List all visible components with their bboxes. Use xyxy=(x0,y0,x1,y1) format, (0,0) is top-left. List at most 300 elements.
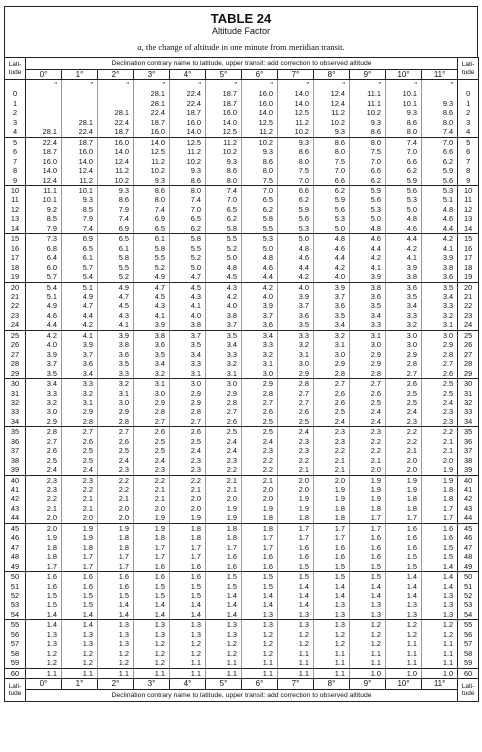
declination-column-header: 0° xyxy=(26,70,62,80)
table-row xyxy=(5,582,479,591)
altitude-factor-cell: 5.6 xyxy=(278,214,314,223)
altitude-factor-cell: 4.1 xyxy=(98,320,134,330)
altitude-factor-cell: 1.7 xyxy=(26,562,62,572)
table-column-header xyxy=(5,58,479,80)
altitude-factor-cell: 1.8 xyxy=(386,504,422,513)
unit-mark: " xyxy=(242,80,278,90)
altitude-factor-cell: 5.9 xyxy=(386,176,422,186)
altitude-factor-cell: 4.3 xyxy=(170,292,206,301)
altitude-factor-cell: 1.1 xyxy=(422,658,458,668)
altitude-factor-cell: 3.6 xyxy=(62,359,98,368)
altitude-factor-cell: 8.0 xyxy=(314,147,350,156)
altitude-factor-cell: 3.0 xyxy=(170,379,206,389)
altitude-factor-cell: 28.1 xyxy=(62,118,98,127)
altitude-factor-cell: 3.4 xyxy=(386,301,422,310)
altitude-factor-cell: 4.8 xyxy=(314,234,350,244)
altitude-factor-cell: 1.3 xyxy=(386,600,422,609)
latitude-cell: 56 xyxy=(458,630,479,639)
altitude-factor-cell: 2.3 xyxy=(350,427,386,437)
altitude-factor-cell: 1.8 xyxy=(170,523,206,533)
altitude-factor-cell: 2.0 xyxy=(26,513,62,523)
altitude-factor-cell: 1.8 xyxy=(206,533,242,542)
altitude-factor-cell: 1.3 xyxy=(350,600,386,609)
altitude-factor-cell: 2.7 xyxy=(350,379,386,389)
latitude-header-left: Lati- tude xyxy=(5,58,26,80)
altitude-factor-cell: 1.5 xyxy=(386,562,422,572)
table-row xyxy=(5,282,479,292)
altitude-factor-cell: 22.4 xyxy=(26,137,62,147)
altitude-factor-cell: 1.9 xyxy=(422,475,458,485)
altitude-factor-cell: 1.3 xyxy=(314,600,350,609)
altitude-factor-cell: 1.4 xyxy=(386,582,422,591)
declination-column-header: 11° xyxy=(422,70,458,80)
altitude-factor-cell: 2.7 xyxy=(134,417,170,427)
altitude-factor-cell: 5.6 xyxy=(314,205,350,214)
latitude-cell: 59 xyxy=(458,658,479,668)
altitude-factor-cell: 1.5 xyxy=(350,572,386,582)
altitude-factor-cell: 3.6 xyxy=(422,272,458,282)
altitude-factor-cell: 1.4 xyxy=(206,591,242,600)
altitude-factor-cell: 2.3 xyxy=(386,417,422,427)
altitude-factor-cell: 6.5 xyxy=(98,234,134,244)
altitude-factor-cell: 2.1 xyxy=(62,494,98,503)
altitude-factor-cell: 1.5 xyxy=(422,552,458,561)
altitude-factor-cell: 28.1 xyxy=(134,99,170,108)
altitude-factor-cell: 12.5 xyxy=(278,108,314,117)
altitude-factor-cell: 2.2 xyxy=(242,465,278,475)
altitude-factor-cell: 3.4 xyxy=(170,350,206,359)
latitude-cell: 55 xyxy=(458,620,479,630)
altitude-factor-cell: 1.2 xyxy=(386,630,422,639)
latitude-cell: 28 xyxy=(5,359,26,368)
altitude-factor-cell: 2.2 xyxy=(206,465,242,475)
altitude-factor-cell: 1.5 xyxy=(314,572,350,582)
altitude-factor-cell: 2.3 xyxy=(26,475,62,485)
altitude-factor-cell: 3.2 xyxy=(26,398,62,407)
altitude-factor-cell: 3.6 xyxy=(314,301,350,310)
caption-symbol: a xyxy=(137,42,142,52)
latitude-cell: 59 xyxy=(5,658,26,668)
altitude-factor-cell: 1.8 xyxy=(242,523,278,533)
altitude-factor-cell: 1.3 xyxy=(278,610,314,620)
altitude-factor-cell: 2.9 xyxy=(278,369,314,379)
altitude-factor-cell: 18.7 xyxy=(206,89,242,98)
altitude-factor-cell: 4.6 xyxy=(26,311,62,320)
latitude-cell: 18 xyxy=(5,263,26,272)
altitude-factor-cell: 12.5 xyxy=(170,137,206,147)
altitude-factor-cell: 1.6 xyxy=(422,523,458,533)
altitude-factor-cell: 2.0 xyxy=(98,513,134,523)
altitude-factor-cell: 1.8 xyxy=(170,533,206,542)
altitude-factor-cell: 4.6 xyxy=(242,263,278,272)
altitude-factor-cell: 3.2 xyxy=(62,389,98,398)
altitude-factor-cell: 2.5 xyxy=(26,456,62,465)
altitude-factor-cell: 1.2 xyxy=(350,620,386,630)
altitude-factor-cell: 4.4 xyxy=(242,272,278,282)
latitude-cell: 0 xyxy=(458,89,479,98)
latitude-cell: 53 xyxy=(458,600,479,609)
altitude-factor-cell: 1.1 xyxy=(98,668,134,678)
latitude-cell: 19 xyxy=(458,272,479,282)
altitude-factor-cell: 14.0 xyxy=(278,89,314,98)
latitude-cell: 10 xyxy=(458,185,479,195)
latitude-cell: 25 xyxy=(5,330,26,340)
altitude-factor-cell: 4.2 xyxy=(62,320,98,330)
latitude-header-right: Lati- tude xyxy=(458,58,479,80)
altitude-factor-cell: 3.5 xyxy=(314,311,350,320)
altitude-factor-cell: 5.9 xyxy=(350,185,386,195)
altitude-factor-cell: 2.5 xyxy=(242,427,278,437)
altitude-factor-cell: 8.0 xyxy=(206,176,242,186)
altitude-factor-cell: 3.3 xyxy=(278,330,314,340)
altitude-factor-cell: 3.8 xyxy=(422,263,458,272)
altitude-factor-cell: 8.0 xyxy=(422,118,458,127)
latitude-cell: 16 xyxy=(5,244,26,253)
declination-column-footer: 9° xyxy=(350,679,386,690)
altitude-factor-cell xyxy=(98,99,134,108)
declination-column-header: 9° xyxy=(350,70,386,80)
altitude-factor-cell: 3.9 xyxy=(314,282,350,292)
altitude-factor-cell: 4.1 xyxy=(350,263,386,272)
altitude-factor-cell: 2.1 xyxy=(422,437,458,446)
altitude-factor-cell: 2.4 xyxy=(206,437,242,446)
latitude-cell: 51 xyxy=(5,582,26,591)
altitude-factor-cell: 2.2 xyxy=(134,475,170,485)
altitude-factor-cell: 4.2 xyxy=(350,253,386,262)
altitude-factor-cell: 2.3 xyxy=(278,437,314,446)
altitude-factor-cell: 14.0 xyxy=(170,127,206,137)
altitude-factor-cell: 1.2 xyxy=(26,658,62,668)
altitude-factor-cell: 1.2 xyxy=(26,649,62,658)
altitude-factor-cell: 7.0 xyxy=(422,137,458,147)
table-row xyxy=(5,185,479,195)
altitude-factor-cell: 2.6 xyxy=(386,379,422,389)
altitude-factor-cell: 6.5 xyxy=(242,195,278,204)
altitude-factor-cell: 1.8 xyxy=(26,543,62,552)
latitude-cell: 48 xyxy=(5,552,26,561)
altitude-factor-cell: 2.8 xyxy=(350,369,386,379)
altitude-factor-cell: 1.6 xyxy=(422,533,458,542)
altitude-factor-cell: 2.8 xyxy=(98,417,134,427)
declination-column-footer: 6° xyxy=(242,679,278,690)
altitude-factor-cell: 1.4 xyxy=(386,591,422,600)
table-row xyxy=(5,562,479,572)
altitude-factor-cell: 5.9 xyxy=(278,205,314,214)
altitude-factor-cell: 3.5 xyxy=(26,369,62,379)
altitude-factor-cell: 1.2 xyxy=(170,649,206,658)
latitude-cell: 2 xyxy=(458,108,479,117)
altitude-factor-cell: 2.0 xyxy=(386,465,422,475)
altitude-factor-cell: 1.1 xyxy=(242,658,278,668)
altitude-factor-cell: 12.4 xyxy=(26,176,62,186)
table-row xyxy=(5,234,479,244)
altitude-factor-cell: 8.0 xyxy=(350,137,386,147)
altitude-factor-cell: 10.1 xyxy=(386,89,422,98)
table-row xyxy=(5,244,479,253)
latitude-cell: 57 xyxy=(458,639,479,648)
altitude-factor-cell: 2.0 xyxy=(206,494,242,503)
altitude-factor-cell: 2.6 xyxy=(98,437,134,446)
altitude-factor-cell: 5.0 xyxy=(386,205,422,214)
altitude-factor-cell: 11.1 xyxy=(350,89,386,98)
altitude-factor-cell: 1.5 xyxy=(206,572,242,582)
table-header-block xyxy=(4,6,478,57)
altitude-factor-cell: 1.3 xyxy=(170,630,206,639)
altitude-factor-cell: 1.1 xyxy=(314,668,350,678)
altitude-factor-cell: 3.7 xyxy=(206,320,242,330)
altitude-factor-cell: 1.2 xyxy=(422,620,458,630)
altitude-factor-cell: 1.1 xyxy=(278,649,314,658)
altitude-factor-cell: 16.0 xyxy=(98,137,134,147)
altitude-factor-cell: 7.4 xyxy=(98,214,134,223)
altitude-factor-cell xyxy=(62,89,98,98)
altitude-factor-cell: 2.6 xyxy=(134,427,170,437)
altitude-factor-cell: 2.4 xyxy=(170,446,206,455)
altitude-factor-cell: 2.6 xyxy=(242,407,278,416)
altitude-factor-cell: 1.8 xyxy=(98,533,134,542)
altitude-factor-cell: 3.4 xyxy=(314,320,350,330)
altitude-factor-cell: 1.6 xyxy=(242,552,278,561)
altitude-factor-cell: 1.7 xyxy=(134,543,170,552)
latitude-cell: 32 xyxy=(458,398,479,407)
altitude-factor-cell: 2.5 xyxy=(242,417,278,427)
altitude-factor-cell: 4.0 xyxy=(278,282,314,292)
altitude-factor-cell: 1.9 xyxy=(134,513,170,523)
altitude-factor-cell: 2.4 xyxy=(314,417,350,427)
altitude-factor-cell: 3.3 xyxy=(62,379,98,389)
altitude-factor-cell: 1.7 xyxy=(314,523,350,533)
altitude-factor-cell: 1.5 xyxy=(62,591,98,600)
altitude-factor-cell: 1.5 xyxy=(170,582,206,591)
altitude-factor-cell: 2.0 xyxy=(278,475,314,485)
altitude-factor-cell: 2.9 xyxy=(350,359,386,368)
latitude-cell: 39 xyxy=(458,465,479,475)
altitude-factor-cell: 3.3 xyxy=(422,301,458,310)
altitude-factor-cell: 3.6 xyxy=(98,350,134,359)
altitude-factor-cell: 4.8 xyxy=(206,263,242,272)
altitude-factor-cell: 8.5 xyxy=(26,214,62,223)
altitude-factor-cell: 5.9 xyxy=(314,195,350,204)
altitude-factor-cell: 3.1 xyxy=(62,398,98,407)
altitude-factor-cell: 2.7 xyxy=(386,369,422,379)
altitude-factor-cell: 1.9 xyxy=(386,485,422,494)
altitude-factor-cell: 1.3 xyxy=(350,610,386,620)
altitude-factor-cell: 2.9 xyxy=(62,407,98,416)
table-row xyxy=(5,437,479,446)
altitude-factor-cell: 4.7 xyxy=(98,292,134,301)
altitude-factor-cell: 3.4 xyxy=(134,359,170,368)
latitude-cell: 11 xyxy=(5,195,26,204)
latitude-cell: 47 xyxy=(5,543,26,552)
declination-column-footer: 4° xyxy=(170,679,206,690)
latitude-cell: 36 xyxy=(458,437,479,446)
altitude-factor-cell: 10.2 xyxy=(242,137,278,147)
table-row xyxy=(5,263,479,272)
latitude-cell: 52 xyxy=(458,591,479,600)
altitude-factor-cell: 1.7 xyxy=(62,552,98,561)
altitude-factor-cell: 14.0 xyxy=(98,147,134,156)
altitude-factor-cell: 11.1 xyxy=(26,185,62,195)
altitude-factor-cell: 1.9 xyxy=(242,504,278,513)
altitude-factor-cell: 3.4 xyxy=(206,340,242,349)
latitude-cell: 3 xyxy=(5,118,26,127)
altitude-factor-cell: 1.4 xyxy=(170,610,206,620)
altitude-factor-cell: 2.6 xyxy=(350,389,386,398)
altitude-factor-cell: 1.6 xyxy=(62,582,98,591)
altitude-factor-cell: 1.5 xyxy=(314,562,350,572)
table-row xyxy=(5,572,479,582)
altitude-factor-cell: 10.2 xyxy=(206,147,242,156)
altitude-factor-cell: 1.3 xyxy=(98,620,134,630)
altitude-factor-cell: 16.0 xyxy=(134,127,170,137)
altitude-factor-cell: 7.4 xyxy=(422,127,458,137)
altitude-factor-cell: 2.6 xyxy=(278,407,314,416)
altitude-factor-cell: 3.5 xyxy=(206,330,242,340)
table-row xyxy=(5,630,479,639)
altitude-factor-cell: 2.8 xyxy=(26,427,62,437)
altitude-factor-cell: 1.6 xyxy=(134,562,170,572)
latitude-cell: 50 xyxy=(5,572,26,582)
altitude-factor-cell: 1.9 xyxy=(278,494,314,503)
altitude-factor-cell: 5.2 xyxy=(206,244,242,253)
altitude-factor-cell: 6.5 xyxy=(206,205,242,214)
altitude-factor-cell: 2.5 xyxy=(98,446,134,455)
altitude-factor-cell: 18.7 xyxy=(170,108,206,117)
altitude-factor-cell: 1.4 xyxy=(278,600,314,609)
altitude-factor-cell: 3.8 xyxy=(98,340,134,349)
altitude-factor-cell xyxy=(26,89,62,98)
altitude-factor-cell: 1.1 xyxy=(62,668,98,678)
altitude-factor-cell: 1.6 xyxy=(170,562,206,572)
altitude-factor-cell: 2.0 xyxy=(134,504,170,513)
altitude-factor-cell: 11.2 xyxy=(206,137,242,147)
altitude-factor-cell: 1.2 xyxy=(62,649,98,658)
altitude-factor-cell: 2.0 xyxy=(242,494,278,503)
latitude-cell: 36 xyxy=(5,437,26,446)
declination-column-footer: 3° xyxy=(134,679,170,690)
altitude-factor-cell: 2.1 xyxy=(314,456,350,465)
altitude-factor-cell: 10.2 xyxy=(98,176,134,186)
altitude-factor-cell: 1.1 xyxy=(422,649,458,658)
altitude-factor-cell: 6.2 xyxy=(206,214,242,223)
altitude-factor-cell: 6.1 xyxy=(134,234,170,244)
latitude-cell: 14 xyxy=(458,224,479,234)
altitude-factor-cell: 2.2 xyxy=(350,437,386,446)
latitude-cell: 16 xyxy=(458,244,479,253)
altitude-factor-cell: 4.0 xyxy=(206,301,242,310)
altitude-factor-cell: 4.9 xyxy=(26,301,62,310)
altitude-factor-cell: 5.4 xyxy=(62,272,98,282)
altitude-factor-cell: 7.0 xyxy=(278,176,314,186)
altitude-factor-cell: 1.5 xyxy=(134,582,170,591)
altitude-factor-cell: 1.9 xyxy=(206,513,242,523)
altitude-factor-cell: 11.2 xyxy=(314,108,350,117)
declination-column-footer: 10° xyxy=(386,679,422,690)
altitude-factor-cell: 1.2 xyxy=(314,639,350,648)
altitude-factor-cell xyxy=(98,89,134,98)
altitude-factor-cell: 3.1 xyxy=(98,389,134,398)
altitude-factor-cell: 5.7 xyxy=(62,263,98,272)
altitude-factor-cell: 3.0 xyxy=(350,340,386,349)
altitude-factor-cell: 2.2 xyxy=(386,427,422,437)
altitude-factor-cell: 3.5 xyxy=(422,282,458,292)
altitude-factor-cell: 1.6 xyxy=(62,572,98,582)
latitude-cell xyxy=(5,80,26,90)
altitude-factor-cell: 28.1 xyxy=(26,127,62,137)
latitude-cell xyxy=(458,80,479,90)
altitude-factor-cell: 2.1 xyxy=(314,465,350,475)
altitude-factor-cell: 1.7 xyxy=(422,504,458,513)
declination-column-footer: 0° xyxy=(26,679,62,690)
altitude-factor-cell: 1.2 xyxy=(422,630,458,639)
table-row xyxy=(5,359,479,368)
altitude-factor-cell: 3.6 xyxy=(350,292,386,301)
altitude-factor-cell: 1.4 xyxy=(314,591,350,600)
latitude-cell: 4 xyxy=(5,127,26,137)
latitude-cell: 47 xyxy=(458,543,479,552)
altitude-factor-cell: 2.5 xyxy=(386,389,422,398)
altitude-factor-cell: 11.2 xyxy=(62,176,98,186)
altitude-factor-cell: 7.0 xyxy=(170,205,206,214)
altitude-factor-cell: 14.0 xyxy=(134,137,170,147)
altitude-factor-cell: 2.1 xyxy=(26,504,62,513)
altitude-factor-cell: 2.6 xyxy=(314,389,350,398)
declination-column-header: 4° xyxy=(170,70,206,80)
altitude-factor-cell: 2.3 xyxy=(170,456,206,465)
table-column-footer xyxy=(5,679,479,702)
altitude-factor-cell: 2.7 xyxy=(62,427,98,437)
altitude-factor-cell: 5.0 xyxy=(314,224,350,234)
altitude-factor-cell: 14.0 xyxy=(242,108,278,117)
altitude-factor-cell: 2.5 xyxy=(206,427,242,437)
altitude-factor-cell: 5.5 xyxy=(206,234,242,244)
altitude-factor-cell: 6.8 xyxy=(26,244,62,253)
latitude-cell: 43 xyxy=(458,504,479,513)
table-row xyxy=(5,369,479,379)
altitude-factor-cell: 3.9 xyxy=(350,272,386,282)
altitude-factor-cell: 11.2 xyxy=(242,127,278,137)
altitude-factor-cell: 7.4 xyxy=(386,137,422,147)
altitude-factor-cell: 2.4 xyxy=(422,398,458,407)
altitude-factor-cell: 1.7 xyxy=(422,513,458,523)
altitude-factor-cell: 2.3 xyxy=(422,417,458,427)
altitude-factor-cell: 1.7 xyxy=(98,552,134,561)
unit-mark: " xyxy=(350,80,386,90)
altitude-factor-cell: 1.4 xyxy=(98,610,134,620)
altitude-factor-cell: 6.6 xyxy=(314,176,350,186)
table-row xyxy=(5,600,479,609)
latitude-cell: 15 xyxy=(458,234,479,244)
altitude-factor-cell: 1.7 xyxy=(170,552,206,561)
altitude-factor-cell: 9.2 xyxy=(26,205,62,214)
altitude-factor-cell: 4.8 xyxy=(422,205,458,214)
table-row xyxy=(5,301,479,310)
latitude-cell: 1 xyxy=(458,99,479,108)
altitude-factor-cell: 6.0 xyxy=(26,263,62,272)
table-row xyxy=(5,523,479,533)
altitude-factor-cell: 7.0 xyxy=(206,195,242,204)
unit-mark: " xyxy=(422,80,458,90)
table-row xyxy=(5,166,479,175)
altitude-factor-cell: 3.1 xyxy=(278,350,314,359)
altitude-factor-cell: 4.7 xyxy=(134,282,170,292)
altitude-factor-cell: 9.3 xyxy=(386,108,422,117)
altitude-factor-cell: 18.7 xyxy=(98,127,134,137)
altitude-factor-cell: 3.3 xyxy=(386,311,422,320)
altitude-factor-cell: 6.5 xyxy=(134,224,170,234)
table-row xyxy=(5,639,479,648)
altitude-factor-cell: 3.2 xyxy=(206,359,242,368)
